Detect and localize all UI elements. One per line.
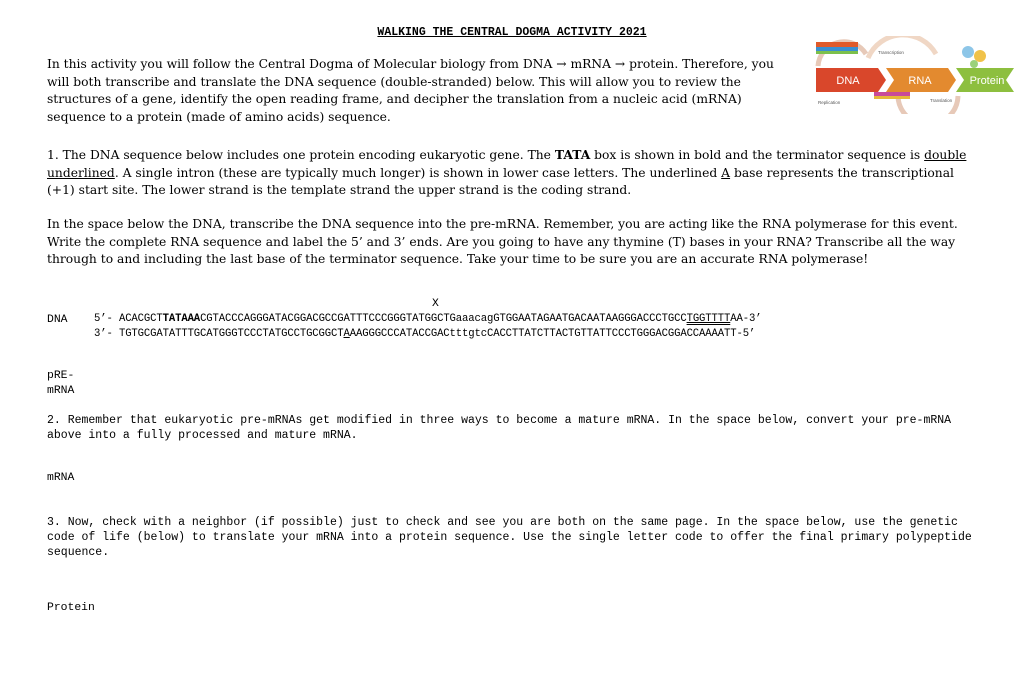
dna-coding-strand: 5’- ACACGCTTATAAACGTACCCAGGGATACGGACGCCGATTTCCCGGGTATGGCTGaaacagGTGGAATAGAATGACAATAAGGGACCCTGCCTGGTTTTAA-3’ [94, 313, 762, 325]
intro-paragraph: In this activity you will follow the Central Dogma of Molecular biology from DNA → mRNA → protein. Therefore, you will both transcribe and translate the DNA sequence (double-stranded) below. This will allow you to review the structures of a gene, identify the open reading frame, and decipher the translation from a nucleic acid (mRNA) sequence to a protein (made of amino acids) sequence. [47, 57, 774, 124]
svg-text:Protein: Protein [969, 75, 1005, 87]
start-site-base: A [343, 328, 350, 340]
question-3-paragraph: 3. Now, check with a neighbor (if possible) just to check and see you are both on the same page. In the space below, use the genetic code of life (below) to translate your mRNA into a protein sequence. Use the single letter code to offer the final primary polypeptide sequence. [47, 516, 972, 560]
question-2-paragraph: 2. Remember that eukaryotic pre-mRNAs get modified in three ways to become a mature mRNA. In the space below, convert your pre-mRNA above into a fully processed and mature mRNA. [47, 414, 952, 443]
double-underlined-text: double underlined [47, 148, 967, 180]
question-1-instructions: In the space below the DNA, transcribe the DNA sequence into the pre-mRNA. Remember, you are acting like the RNA polymerase for this event. Write the complete RNA sequence and label the 5’ and 3’ ends. Are you going to have any thymine (T) bases in your RNA? Transcribe all the way through to and including the last base of the terminator sequence. Take your time to be sure you are an accurate RNA polymerase! [47, 217, 958, 267]
amino-acid-icon [962, 46, 986, 68]
svg-text:RNA: RNA [908, 75, 932, 87]
dna-label: DNA [47, 314, 68, 326]
intron-marker: X [432, 298, 439, 310]
dna-template-strand: 3’- TGTGCGATATTTGCATGGGTCCCTATGCCTGCGGCTAAAGGGCCCATACCGACtttgtcCACCTTATCTTACTGTTATTCCCTGGGACGGACCAAAATT-5’ [94, 328, 756, 340]
pre-mrna-label-line-2: mRNA [47, 385, 75, 397]
svg-text:Translation: Translation [930, 98, 953, 103]
question-1-paragraph: 1. The DNA sequence below includes one protein encoding eukaryotic gene. The TATA box is shown in bold and the terminator sequence is double underlined. A single intron (these are typically much longer) is shown in lower case letters. The underlined A base represents the transcriptional (+1) start site. The lower strand is the template strand the upper strand is the coding strand. [47, 147, 967, 198]
pre-mrna-label-line-1: pRE- [47, 370, 75, 382]
svg-text:DNA: DNA [836, 75, 860, 87]
svg-text:Transcription: Transcription [878, 50, 904, 55]
central-dogma-graphic [808, 36, 1018, 114]
protein-label: Protein [47, 602, 95, 614]
terminator-sequence: TGGTTTT [686, 313, 731, 325]
mrna-label: mRNA [47, 472, 75, 484]
tata-box: TATAAA [162, 313, 201, 325]
svg-text:Replication: Replication [818, 100, 841, 105]
page-title: WALKING THE CENTRAL DOGMA ACTIVITY 2021 [377, 26, 647, 39]
